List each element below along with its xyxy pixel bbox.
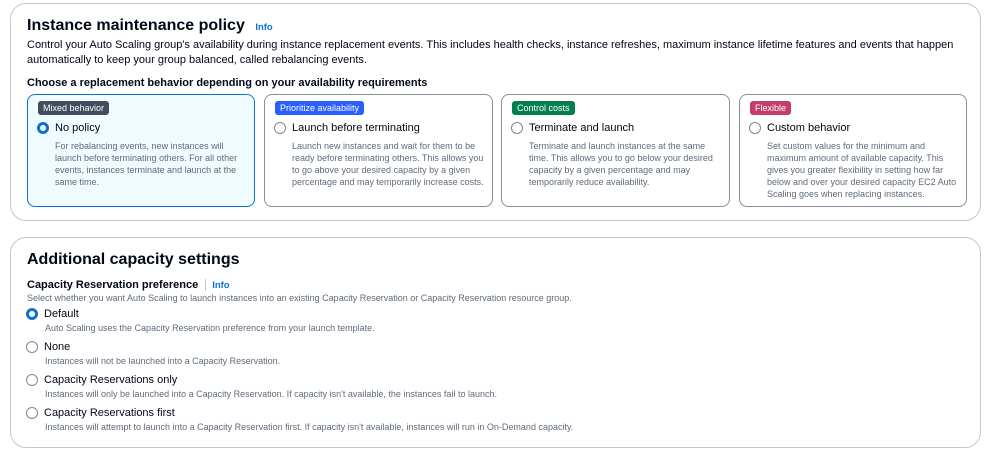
- option-description: Instances will only be launched into a Capacity Reservation. If capacity isn't available, the instances fail to launch.: [45, 389, 497, 399]
- capacity-reservation-description: Select whether you want Auto Scaling to launch instances into an existing Capacity Reservation or Capacity Reservation resource group.: [27, 293, 572, 303]
- badge-mixed-behavior: Mixed behavior: [38, 101, 109, 115]
- option-label: Capacity Reservations first: [44, 407, 175, 419]
- maintenance-header: [27, 17, 273, 35]
- badge-flexible: Flexible: [750, 101, 791, 115]
- option-description: Instances will attempt to launch into a Capacity Reservation first. If capacity isn't available, instances will run in On-Demand capacity.: [45, 422, 574, 432]
- tile-description: Launch new instances and wait for them to be ready before terminating others. This allows you to go above your desired capacity by a given percentage and may temporarily increase costs.: [292, 141, 484, 187]
- radio-default[interactable]: [26, 308, 38, 320]
- option-description: Auto Scaling uses the Capacity Reservation preference from your launch template.: [45, 323, 375, 333]
- radio-no-policy[interactable]: [37, 122, 49, 134]
- badge-prioritize-availability: Prioritize availability: [275, 101, 364, 115]
- tile-description: Terminate and launch instances at the same time. This allows you to go below your desired capacity by a given percentage and may temporarily reduce availability.: [529, 141, 713, 187]
- capacity-reservation-label: Capacity Reservation preference: [27, 279, 199, 291]
- additional-capacity-settings-panel: [10, 237, 981, 448]
- tile-launch-before-terminating[interactable]: [264, 94, 493, 207]
- option-label: Default: [44, 308, 79, 320]
- tile-no-policy[interactable]: [27, 94, 255, 207]
- capacity-info-link[interactable]: Info: [212, 279, 230, 291]
- tile-custom-behavior[interactable]: [739, 94, 967, 207]
- option-label: Capacity Reservations only: [44, 374, 178, 386]
- maintenance-info-link[interactable]: Info: [255, 22, 273, 33]
- replacement-behavior-label: Choose a replacement behavior depending on your availability requirements: [27, 77, 428, 89]
- radio-capacity-reservations-only[interactable]: [26, 374, 38, 386]
- tile-description: Set custom values for the minimum and maximum amount of available capacity. This gives you greater flexibility in setting how far below and over your desired capacity EC2 Auto Scaling goes when replacing instances.: [767, 141, 957, 199]
- radio-capacity-reservations-first[interactable]: [26, 407, 38, 419]
- maintenance-description: Control your Auto Scaling group's availability during instance replacement events. This includes health checks, instance refreshes, maximum instance lifetime features and events that happen automatically to keep your group balanced, called rebalancing events.: [27, 39, 954, 66]
- radio-custom-behavior[interactable]: [749, 122, 761, 134]
- radio-launch-before-terminating[interactable]: [274, 122, 286, 134]
- instance-maintenance-policy-panel: [10, 3, 981, 221]
- option-label: None: [44, 341, 71, 353]
- tile-description: For rebalancing events, new instances will launch before terminating others. For all other events, instances terminate and launch at the same time.: [55, 141, 238, 187]
- tile-title: Terminate and launch: [529, 122, 635, 134]
- tile-title: No policy: [55, 122, 101, 134]
- maintenance-title: Instance maintenance policy: [27, 17, 245, 34]
- badge-control-costs: Control costs: [512, 101, 575, 115]
- option-default[interactable]: [26, 308, 375, 333]
- option-capacity-reservations-first[interactable]: [26, 407, 573, 432]
- option-description: Instances will not be launched into a Capacity Reservation.: [45, 356, 281, 366]
- option-none[interactable]: [26, 341, 280, 366]
- radio-terminate-and-launch[interactable]: [511, 122, 523, 134]
- radio-none[interactable]: [26, 341, 38, 353]
- option-capacity-reservations-only[interactable]: [26, 374, 497, 399]
- capacity-title: Additional capacity settings: [27, 251, 240, 268]
- divider: [205, 279, 206, 291]
- tile-title: Custom behavior: [767, 122, 851, 134]
- capacity-header: [27, 251, 239, 269]
- capacity-reservation-field-header: [27, 279, 230, 291]
- tile-terminate-and-launch[interactable]: [501, 94, 730, 207]
- tile-title: Launch before terminating: [292, 122, 420, 134]
